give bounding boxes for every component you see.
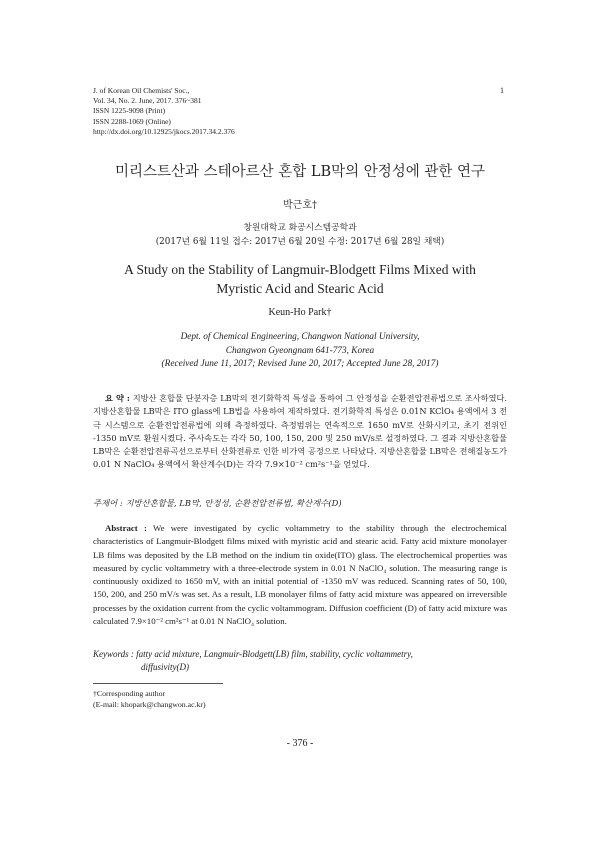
korean-abstract	[93, 392, 507, 472]
korean-author: 박근호†	[283, 200, 317, 211]
english-keywords-line-1: fatty acid mixture, Langmuir-Blodgett(LB) film, stability, cyclic voltammetry,	[136, 649, 413, 659]
english-keywords	[93, 648, 507, 674]
english-affiliation-line-2: Changwon Gyeongnam 641-773, Korea	[225, 345, 375, 356]
korean-title: 미리스트산과 스테아르산 혼합 LB막의 안정성에 관한 연구	[114, 164, 486, 180]
english-affiliation-block	[0, 331, 600, 372]
journal-line-4: ISSN 2288-1069 (Online)	[93, 116, 171, 126]
korean-abstract-text: 지방산 혼합물 단분자층 LB막의 전기화학적 특성을 통하여 그 안정성을 순환전압전류법으로 조사하였다. 지방산혼합물 LB막은 ITO glass에 LB법을 사용하여 제작하였다. 전기화학적 특성은 0.01N KClO₄ 용액에서 3 전극 시스템으로 순환전압전류법에 의해 측정하였다. 측정범위는 연속적으로 1650 mV로 산화시키고, 초기 전위인 -1350 mV로 환원시켰다. 주사속도는 각각 50, 100, 150, 200 및 250 mV/s로 설정하였다. 그 결과 지방산혼합물 LB막은 순환전압전류곡선으로부터 산화전류로 인한 비가역 공정으로 나타났다. 지방산혼합물 LB막은 전해질농도가 0.01 N NaClO₄ 용액에서 확산계수(D)는 각각 7.9×10⁻² cm²s⁻¹을 얻었다.	[93, 393, 507, 470]
english-title	[0, 260, 600, 298]
english-title-line-2: Myristic Acid and Stearic Acid	[216, 281, 384, 296]
english-author: Keun-Ho Park†	[268, 307, 332, 318]
journal-line-1: J. of Korean Oil Chemists' Soc.,	[93, 86, 190, 95]
footnote-divider	[93, 683, 223, 684]
korean-keywords-text: 지방산혼합물, LB막, 안정성, 순환전압전류법, 확산계수(D)	[125, 498, 342, 508]
english-abstract-text: We were investigated by cyclic voltammetry to the stability through the electrochemical characteristics of Langmuir-Blodgett films mixed with myristic acid and stearic acid. Fatty acid mixture monolayer LB films was deposited by the LB method on the indium tin oxide(ITO) glass. The electrochemical properties was measured by cyclic voltammetry with a three-electrode system in 0.01 N NaClO₄ solution. The measuring range is continuously oxidized to 1650 mV, with an initial potential of -1350 mV was reduced. Scanning rates of 50, 100, 150, 200, and 250 mV/s was set. As a result, LB monolayer films of fatty acid mixture was appeared on irreversible processes by the oxidation current from the cyclic voltammogram. Diffusion coefficient (D) of fatty acid mixture was calculated 7.9×10⁻² cm²s⁻¹ at 0.01 N NaClO₄ solution.	[93, 523, 507, 627]
english-keywords-line-2: diffusivity(D)	[141, 662, 189, 672]
korean-keywords-label: 주제어 :	[93, 498, 123, 508]
english-abstract-label: Abstract :	[105, 523, 147, 533]
english-title-line-1: A Study on the Stability of Langmuir-Blodgett Films Mixed with	[124, 262, 476, 277]
korean-keywords	[93, 497, 342, 509]
journal-line-2: Vol. 34, No. 2. June, 2017. 376~381	[93, 96, 202, 106]
korean-affiliation-block	[0, 221, 600, 249]
english-abstract	[93, 522, 507, 628]
english-keywords-label: Keywords :	[93, 649, 134, 659]
footnote	[93, 688, 206, 710]
top-page-number: 1	[500, 86, 504, 95]
korean-abstract-label: 요 약 :	[105, 393, 130, 403]
journal-doi-link[interactable]: http://dx.doi.org/10.12925/jkocs.2017.34.2.376	[93, 126, 235, 136]
english-affiliation-line-1: Dept. of Chemical Engineering, Changwon National University,	[180, 332, 420, 342]
journal-info	[93, 86, 235, 137]
korean-affiliation: 창원대학교 화공시스템공학과	[243, 223, 357, 233]
korean-dates: (2017년 6월 11일 접수: 2017년 6월 20일 수정: 2017년 6월 28일 채택)	[155, 237, 445, 247]
english-dates: (Received June 11, 2017; Revised June 20, 2017; Accepted June 28, 2017)	[161, 359, 439, 369]
footnote-email[interactable]: (E-mail: khopark@changwon.ac.kr)	[93, 700, 206, 709]
bottom-page-number: - 376 -	[286, 738, 314, 749]
footnote-corresponding: †Corresponding author	[93, 689, 166, 698]
journal-line-3: ISSN 1225-9098 (Print)	[93, 106, 166, 116]
